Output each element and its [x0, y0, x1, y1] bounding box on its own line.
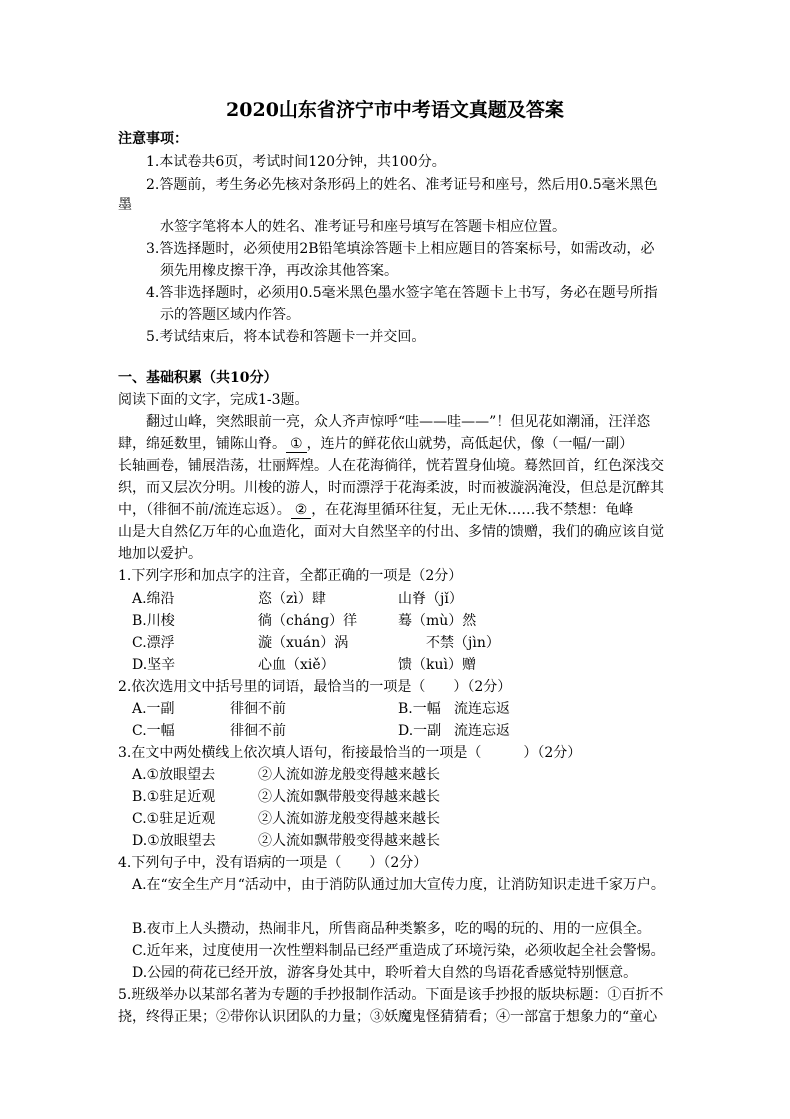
notice-line: 5.考试结束后，将本试卷和答题卡一并交回。 — [146, 329, 426, 345]
q2-option: C.一幅 — [132, 723, 175, 739]
passage-line: 织，而又层次分明。川梭的游人，时而漂浮于花海柔波，时而被漩涡淹没，但总是沉醉其 — [118, 480, 664, 496]
passage-text: ，在花海里循环往复，无止无休……我不禁想：龟峰 — [311, 502, 634, 518]
notice-heading: 注意事项： — [118, 131, 188, 147]
q3-option: ②人流如游龙般变得越来越长 — [258, 767, 440, 783]
blank-2: ② — [291, 502, 312, 519]
q1-option: A.绵沿 — [132, 591, 175, 607]
section-heading: 一、基础积累（共10分） — [118, 370, 278, 386]
q2-option: 流连忘返 — [454, 701, 510, 717]
q2-option: 徘徊不前 — [230, 701, 286, 717]
passage-line: 地加以爱护。 — [118, 546, 202, 562]
q1-option: 山脊（jǐ） — [398, 591, 463, 607]
q3-option: D.①放眼望去 — [132, 833, 216, 849]
q2-option: B.一幅 — [398, 701, 441, 717]
q1-option: 徜（chánɡ）徉 — [258, 613, 358, 629]
q1-option: 不禁（jìn） — [426, 635, 500, 651]
notice-line: 水签字笔将本人的姓名、准考证号和座号填写在答题卡相应位置。 — [160, 219, 566, 235]
question-stem: 4.下列句子中，没有语病的一项是（ ）（2分） — [118, 855, 428, 871]
question-stem: 1.下列字形和加点字的注音，全都正确的一项是（2分） — [118, 568, 463, 584]
q1-option: C.漂浮 — [132, 635, 175, 651]
notice-line: 1.本试卷共6页，考试时间120分钟，共100分。 — [146, 154, 446, 170]
notice-line: 墨 — [118, 197, 132, 213]
q1-option: 馈（kuì）赠 — [398, 657, 476, 673]
question-stem: 挠，终得正果；②带你认识团队的力量；③妖魔鬼怪猜猜看；④一部富于想象力的“童心 — [118, 1009, 658, 1025]
question-stem: 5.班级举办以某部名著为专题的手抄报制作活动。下面是该手抄报的版块标题：①百折不 — [118, 987, 664, 1003]
question-stem: 2.依次选用文中括号里的词语，最恰当的一项是（ ）（2分） — [118, 679, 512, 695]
passage-line: 山是大自然亿万年的心血造化，面对大自然坚辛的付出、多情的馈赠，我们的确应该自觉 — [118, 524, 664, 540]
notice-line: 示的答题区域内作答。 — [160, 307, 300, 323]
q3-option: ②人流如飘带般变得越来越长 — [258, 833, 440, 849]
q3-option: ②人流如游龙般变得越来越长 — [258, 811, 440, 827]
q4-option: D.公园的荷花已经开放，游客身处其中，聆听着大自然的鸟语花香感觉特别惬意。 — [132, 965, 638, 981]
q2-option: 徘徊不前 — [230, 723, 286, 739]
q1-option: 恣（zì）肆 — [258, 591, 326, 607]
passage-text: 中，（徘徊不前/流连忘返）。 — [118, 502, 291, 518]
q3-option: A.①放眼望去 — [132, 767, 216, 783]
q1-option: 漩（xuán）涡 — [258, 635, 349, 651]
q3-option: ②人流如飘带般变得越来越长 — [258, 789, 440, 805]
q3-option: C.①驻足近观 — [132, 811, 216, 827]
q4-option: C.近年来，过度使用一次性塑料制品已经严重造成了环境污染，必须收起全社会警惕。 — [132, 943, 665, 959]
q2-option: D.一副 — [398, 723, 442, 739]
notice-line: 3.答选择题时，必须使用2B铅笔填涂答题卡上相应题目的答案标号，如需改动，必 — [146, 241, 655, 257]
q4-option: B.夜市上人头攒动，热闹非凡，所售商品种类繁多，吃的喝的玩的、用的一应俱全。 — [132, 921, 651, 937]
question-stem: 3.在文中两处横线上依次填人语句，衔接最恰当的一项是（ ）（2分） — [118, 745, 582, 761]
q1-option: D.坚辛 — [132, 657, 176, 673]
q1-option: B.川梭 — [132, 613, 175, 629]
notice-line: 2.答题前，考生务必先核对条形码上的姓名、准考证号和座号，然后用0.5毫米黑色 — [146, 177, 658, 193]
passage-text: ，连片的鲜花依山就势，高低起伏，像（一幅/一副） — [306, 436, 634, 452]
blank-1: ① — [286, 436, 307, 453]
q4-option: A.在“安全生产月“活动中，由于消防队通过加大宣传力度，让消防知识走进千家万户。 — [132, 877, 665, 893]
q3-option: B.①驻足近观 — [132, 789, 216, 805]
passage-text: 肆，绵延数里，铺陈山脊。 — [118, 436, 286, 452]
notice-line: 4.答非选择题时，必须用0.5毫米黑色墨水签字笔在答题卡上书写，务必在题号所指 — [146, 285, 658, 301]
q1-option: 心血（xiě） — [258, 657, 335, 673]
passage-line: 长轴画卷，铺展浩荡，壮丽辉煌。人在花海徜徉，恍若置身仙境。蓦然回首，红色深浅交 — [118, 458, 664, 474]
q2-option: A.一副 — [132, 701, 175, 717]
q1-option: 蓦（mù）然 — [398, 613, 477, 629]
notice-line: 须先用橡皮擦干净，再改涂其他答案。 — [160, 263, 398, 279]
passage-line — [118, 436, 633, 453]
q2-option: 流连忘返 — [454, 723, 510, 739]
page-title: 2020山东省济宁市中考语文真题及答案 — [226, 99, 564, 121]
section-intro: 阅读下面的文字，完成1-3题。 — [118, 392, 309, 408]
passage-line: 翻过山峰，突然眼前一亮，众人齐声惊呼“哇——哇——”！但见花如潮涌，汪洋恣 — [146, 414, 651, 430]
passage-line — [118, 502, 633, 519]
